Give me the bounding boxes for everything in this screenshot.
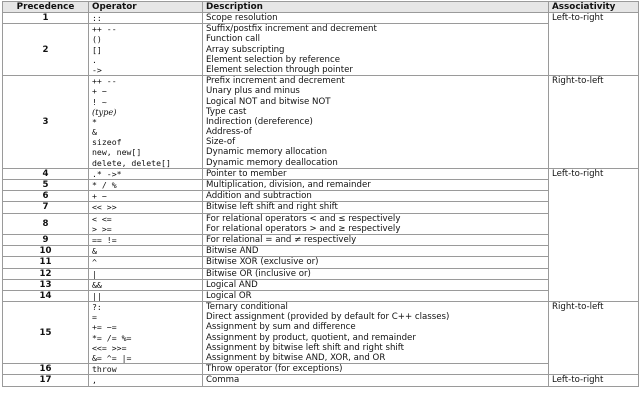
operator-symbol: * — [92, 116, 97, 127]
table-row — [3, 234, 639, 245]
description-cell — [203, 234, 549, 245]
operator-cell — [89, 257, 203, 268]
header-associativity: Associativity — [549, 2, 639, 13]
description-text: Bitwise OR (inclusive or) — [206, 268, 311, 279]
description-text: Unary plus and minus — [206, 86, 300, 97]
associativity-text: Right-to-left — [552, 302, 604, 313]
operator-cell — [89, 375, 203, 386]
precedence-cell: 7 — [3, 202, 89, 213]
operator-symbol: () — [92, 34, 102, 45]
precedence-cell: 16 — [3, 364, 89, 375]
operator-symbol: ^ — [92, 257, 97, 268]
associativity-text: Right-to-left — [552, 76, 604, 87]
description-text: Comma — [206, 375, 240, 386]
operator-cell — [89, 202, 203, 213]
precedence-cell: 2 — [3, 24, 89, 76]
description-text: Address-of — [206, 127, 252, 138]
header-operator: Operator — [89, 2, 203, 13]
associativity-cell — [549, 13, 639, 76]
operator-cell — [89, 302, 203, 364]
operator-cell — [89, 290, 203, 301]
operator-symbol: .* ->* — [92, 168, 122, 179]
description-text: Indirection (dereference) — [206, 116, 313, 127]
description-text: Assignment by sum and difference — [206, 322, 356, 333]
operator-symbol: (type) — [92, 106, 117, 117]
description-cell — [203, 76, 549, 169]
description-text: Assignment by product, quotient, and remainder — [206, 332, 416, 343]
description-text: Function call — [206, 34, 261, 45]
description-text: Element selection through pointer — [206, 64, 353, 75]
table-row — [3, 364, 639, 375]
table-row — [3, 180, 639, 191]
operator-symbol: *= /= %= — [92, 332, 132, 343]
description-text: Scope resolution — [206, 13, 278, 23]
description-text: Ternary conditional — [206, 302, 288, 313]
operator-symbol: += −= — [92, 322, 117, 333]
operator-symbol: ! ~ — [92, 96, 107, 107]
description-cell — [203, 191, 549, 202]
description-cell — [203, 13, 549, 24]
header-description: Description — [203, 2, 549, 13]
operator-cell — [89, 268, 203, 279]
description-text: For relational operators > and ≥ respectively — [206, 223, 401, 234]
description-text: Element selection by reference — [206, 54, 340, 65]
operator-precedence-table — [2, 1, 639, 387]
precedence-cell: 3 — [3, 76, 89, 169]
associativity-cell — [549, 375, 639, 386]
operator-symbol: & — [92, 127, 97, 138]
precedence-cell: 4 — [3, 168, 89, 179]
table-row — [3, 257, 639, 268]
operator-symbol: * / % — [92, 180, 117, 190]
precedence-cell: 12 — [3, 268, 89, 279]
operator-symbol: ++ -- — [92, 24, 117, 35]
operator-cell — [89, 13, 203, 24]
description-text: For relational operators < and ≤ respectively — [206, 213, 401, 224]
description-cell — [203, 279, 549, 290]
precedence-cell: 9 — [3, 234, 89, 245]
table-row — [3, 268, 639, 279]
operator-symbol: ++ -- — [92, 76, 117, 87]
description-text: Dynamic memory allocation — [206, 147, 328, 158]
description-cell — [203, 290, 549, 301]
precedence-cell: 6 — [3, 191, 89, 202]
operator-symbol: = — [92, 312, 97, 323]
description-text: Logical NOT and bitwise NOT — [206, 96, 331, 107]
operator-cell — [89, 76, 203, 169]
operator-symbol: ?: — [92, 302, 102, 313]
description-text: Type cast — [206, 106, 247, 117]
operator-symbol: > >= — [92, 223, 112, 234]
header-row — [3, 2, 639, 13]
operator-cell — [89, 234, 203, 245]
operator-symbol: new, new[] — [92, 147, 142, 158]
operator-symbol: delete, delete[] — [92, 157, 171, 168]
operator-symbol: < <= — [92, 213, 112, 224]
table-body — [3, 13, 639, 387]
operator-symbol: && — [92, 279, 102, 290]
description-cell — [203, 302, 549, 364]
operator-symbol: << >> — [92, 202, 117, 213]
associativity-text: Left-to-right — [552, 375, 604, 386]
description-text: Bitwise XOR (exclusive or) — [206, 257, 319, 268]
table-row — [3, 13, 639, 24]
table-row — [3, 279, 639, 290]
operator-cell — [89, 191, 203, 202]
description-text: Assignment by bitwise AND, XOR, and OR — [206, 353, 386, 363]
description-text: Prefix increment and decrement — [206, 76, 345, 87]
description-text: Logical AND — [206, 279, 258, 290]
description-text: Direct assignment (provided by default for C++ classes) — [206, 312, 450, 323]
table-row — [3, 302, 639, 364]
description-cell — [203, 268, 549, 279]
description-text: Pointer to member — [206, 168, 287, 179]
description-cell — [203, 257, 549, 268]
precedence-cell: 13 — [3, 279, 89, 290]
operator-symbol: == != — [92, 234, 117, 245]
associativity-text: Left-to-right — [552, 168, 604, 179]
precedence-cell: 14 — [3, 290, 89, 301]
description-text: Throw operator (for exceptions) — [206, 364, 343, 375]
header-precedence: Precedence — [3, 2, 89, 13]
table-row — [3, 24, 639, 76]
description-cell — [203, 364, 549, 375]
precedence-cell: 8 — [3, 213, 89, 234]
operator-cell — [89, 24, 203, 76]
operator-symbol: & — [92, 246, 97, 257]
operator-cell — [89, 180, 203, 191]
description-cell — [203, 246, 549, 257]
precedence-cell: 15 — [3, 302, 89, 364]
description-text: Suffix/postfix increment and decrement — [206, 24, 377, 35]
operator-symbol: , — [92, 375, 97, 386]
description-cell — [203, 375, 549, 386]
table-row — [3, 202, 639, 213]
table-row — [3, 168, 639, 179]
table-row — [3, 191, 639, 202]
description-cell — [203, 24, 549, 76]
precedence-cell: 5 — [3, 180, 89, 191]
operator-cell — [89, 364, 203, 375]
description-text: Logical OR — [206, 290, 252, 301]
operator-symbol: &= ^= |= — [92, 353, 132, 363]
operator-symbol: + − — [92, 86, 107, 97]
description-cell — [203, 168, 549, 179]
description-text: Size-of — [206, 137, 236, 148]
precedence-cell: 17 — [3, 375, 89, 386]
operator-precedence-table-container — [2, 0, 638, 387]
description-text: Multiplication, division, and remainder — [206, 180, 371, 190]
operator-cell — [89, 168, 203, 179]
operator-symbol: :: — [92, 13, 102, 23]
table-header — [3, 2, 639, 13]
precedence-cell: 1 — [3, 13, 89, 24]
description-text: Array subscripting — [206, 44, 285, 55]
operator-cell — [89, 213, 203, 234]
operator-symbol: throw — [92, 364, 117, 375]
description-cell — [203, 180, 549, 191]
associativity-cell — [549, 168, 639, 301]
operator-symbol: sizeof — [92, 137, 122, 148]
associativity-text: Left-to-right — [552, 13, 604, 23]
operator-symbol: | — [92, 268, 97, 279]
description-text: For relational = and ≠ respectively — [206, 234, 357, 245]
description-text: Assignment by bitwise left shift and right shift — [206, 342, 405, 353]
operator-symbol: + − — [92, 191, 107, 202]
description-text: Addition and subtraction — [206, 191, 312, 202]
table-row — [3, 76, 639, 169]
table-row — [3, 213, 639, 234]
description-text: Bitwise AND — [206, 246, 259, 257]
operator-cell — [89, 279, 203, 290]
precedence-cell: 10 — [3, 246, 89, 257]
table-row — [3, 246, 639, 257]
operator-symbol: . — [92, 54, 97, 65]
precedence-cell: 11 — [3, 257, 89, 268]
operator-symbol: <<= >>= — [92, 342, 127, 353]
description-cell — [203, 202, 549, 213]
description-text: Dynamic memory deallocation — [206, 157, 338, 168]
description-cell — [203, 213, 549, 234]
operator-symbol: || — [92, 290, 102, 301]
operator-symbol: [] — [92, 44, 102, 55]
associativity-cell — [549, 76, 639, 169]
operator-symbol: -> — [92, 64, 102, 75]
table-row — [3, 375, 639, 386]
table-row — [3, 290, 639, 301]
description-text: Bitwise left shift and right shift — [206, 202, 338, 213]
operator-cell — [89, 246, 203, 257]
associativity-cell — [549, 302, 639, 375]
